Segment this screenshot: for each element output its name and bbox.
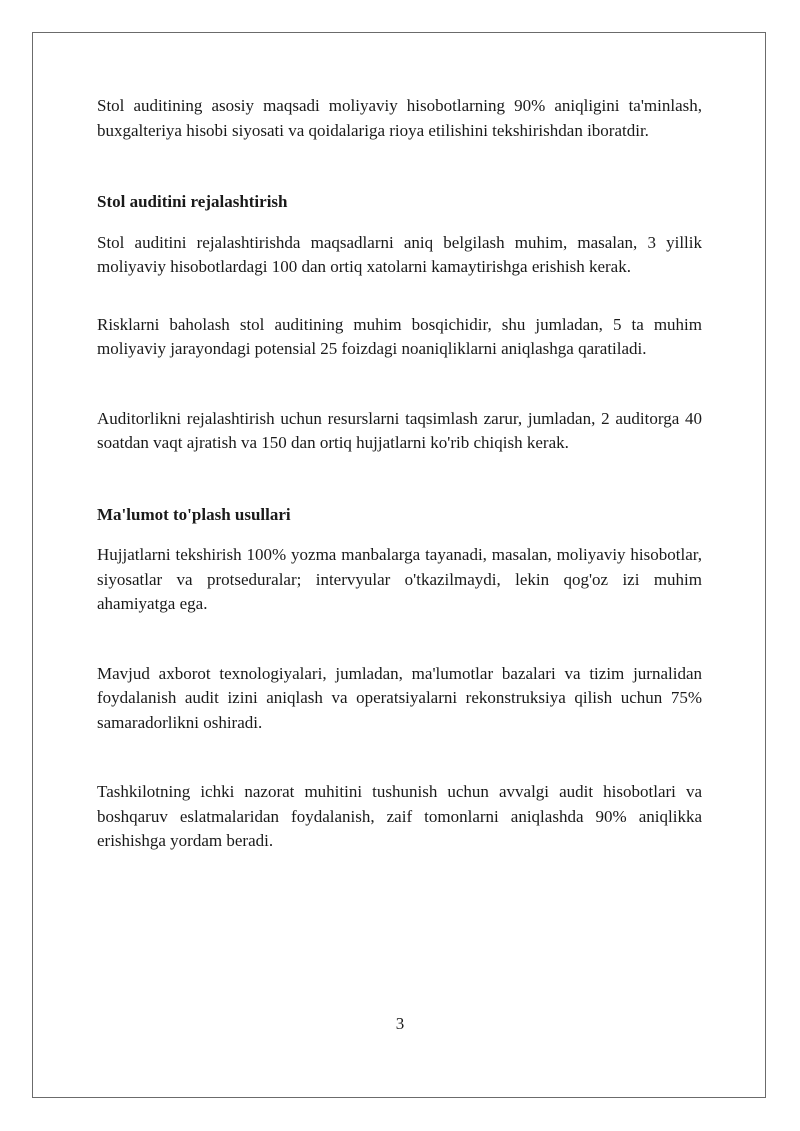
paragraph-internal-control: Tashkilotning ichki nazorat muhitini tushunish uchun avvalgi audit hisobotlari va boshqaruv eslatmalaridan foydalanish, zaif tomonlarni aniqlashda 90% aniqlikka erishishga yordam beradi. [97,782,702,850]
paragraph-document-review: Hujjatlarni tekshirish 100% yozma manbalarga tayanadi, masalan, moliyaviy hisobotlar, siyosatlar va protseduralar; intervyular o'tkazilmaydi, lekin qog'oz izi muhim ahamiyatga ega. [97,545,702,613]
heading-data-collection: Ma'lumot to'plash usullari [97,504,291,524]
paragraph-risk-assessment: Risklarni baholash stol auditining muhim bosqichidir, shu jumladan, 5 ta muhim moliyaviy jarayondagi potensial 25 foizdagi noaniqliklarni aniqlashga qaratiladi. [97,314,702,358]
paragraph-resource-allocation: Auditorlikni rejalashtirish uchun resurslarni taqsimlash zarur, jumladan, 2 auditorga 40 soatdan vaqt ajratish va 150 dan ortiq hujjatlarni ko'rib chiqish kerak. [97,408,702,452]
paragraph-audit-purpose: Stol auditining asosiy maqsadi moliyaviy hisobotlarning 90% aniqligini ta'minlash, buxgalteriya hisobi siyosati va qoidalariga rioya etilishini tekshirishdan iboratdir. [97,96,702,140]
paragraph-it-usage: Mavjud axborot texnologiyalari, jumladan, ma'lumotlar bazalari va tizim jurnalidan foydalanish audit izini aniqlash va operatsiyalarni rekonstruksiya qilish uchun 75% samaradorlikni oshiradi. [97,663,702,732]
page-number: 3 [395,1014,405,1033]
document-body [97,94,702,854]
paragraph-planning-goals: Stol auditini rejalashtirishda maqsadlarni aniq belgilash muhim, masalan, 3 yillik moliyaviy hisobotlardagi 100 dan ortiq xatolarni kamaytirishga erishish kerak. [97,232,702,276]
heading-audit-planning: Stol auditini rejalashtirish [97,192,288,211]
